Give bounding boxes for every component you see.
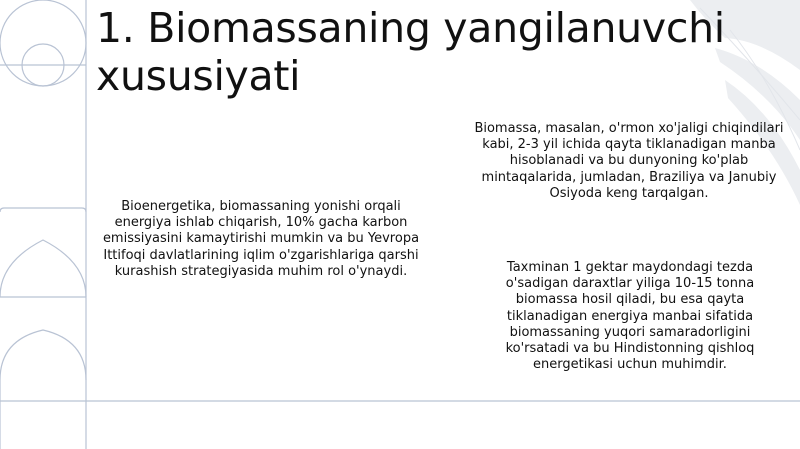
arch-curve [0, 240, 86, 297]
arch-top [0, 208, 86, 212]
paragraph-left: Bioenergetika, biomassaning yonishi orqali energiya ishlab chiqarish, 10% gacha karbon emissiyasini kamaytirishi mumkin va bu Yevropa Ittifoqi davlatlarining iqlim o'zgarishlariga qarshi kurashish strategiyasida muhim rol o'ynaydi. [102, 199, 420, 279]
outer-ring-icon [0, 0, 86, 86]
arch-lower [0, 330, 86, 449]
paragraph-right-top: Biomassa, masalan, o'rmon xo'jaligi chiqindilari kabi, 2-3 yil ichida qayta tiklanadigan manba hisoblanadi va bu dunyoning ko'plab mintaqalarida, jumladan, Braziliya va Janubiy Osiyoda keng tarqalgan. [474, 121, 784, 201]
slide-title: 1. Biomassaning yangilanuvchi xususiyati [96, 4, 725, 100]
paragraph-right-bottom: Taxminan 1 gektar maydondagi tezda o'sadigan daraxtlar yiliga 10-15 tonna biomassa hosil qiladi, bu esa qayta tiklanadigan energiya manbai sifatida biomassaning yuqori samaradorligini ko'rsatadi va bu Hindistonning qishloq energetikasi uchun muhimdir. [505, 260, 755, 373]
